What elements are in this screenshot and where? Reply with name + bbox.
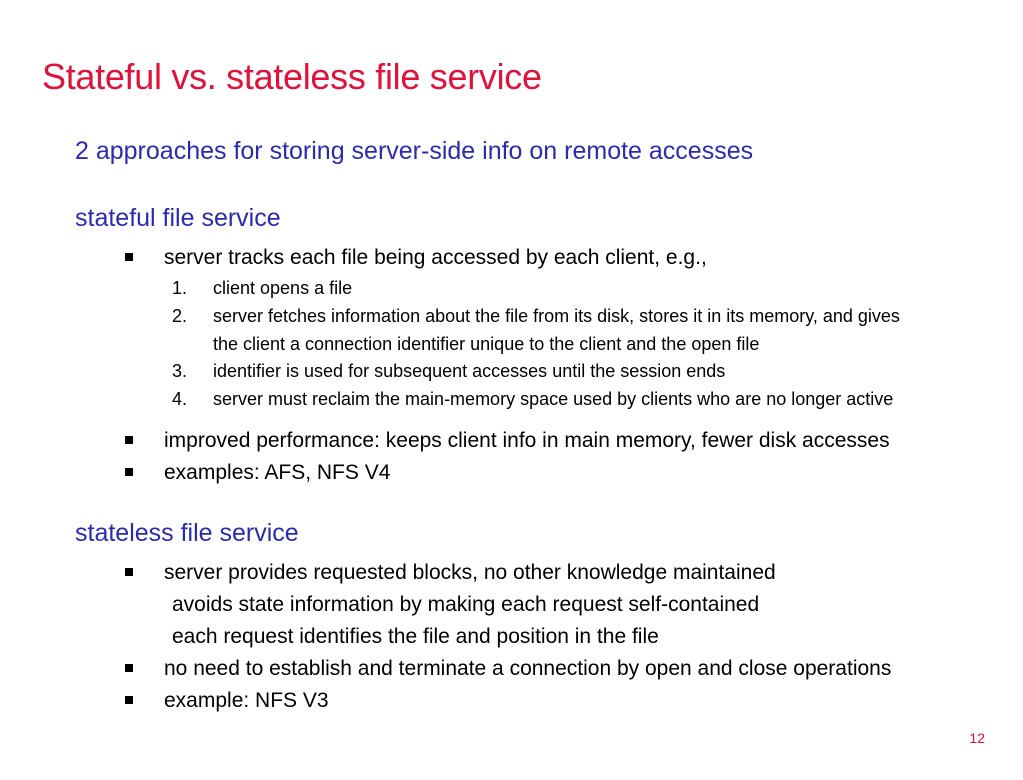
step-item-1 <box>172 278 352 299</box>
square-bullet-icon <box>125 468 133 476</box>
bullet-text: examples: AFS, NFS V4 <box>164 461 391 484</box>
intro-heading: 2 approaches for storing server-side info on remote accesses <box>75 137 754 165</box>
stateless-heading: stateless file service <box>75 519 299 547</box>
step-text: client opens a file <box>213 278 353 298</box>
square-bullet-icon <box>125 568 133 576</box>
stateless-bullet-3 <box>125 689 329 713</box>
bullet-text: example: NFS V3 <box>164 689 329 712</box>
step-item-4 <box>172 389 893 410</box>
step-number: 2. <box>172 306 188 326</box>
page-number: 12 <box>969 730 985 746</box>
stateless-bullet-2 <box>125 657 891 681</box>
step-text: identifier is used for subsequent accesses until the session ends <box>213 361 726 381</box>
square-bullet-icon <box>125 664 133 672</box>
step-number: 3. <box>172 361 188 381</box>
step-number: 4. <box>172 389 188 409</box>
square-bullet-icon <box>125 436 133 444</box>
slide-title: Stateful vs. stateless file service <box>42 56 542 97</box>
bullet-text: server provides requested blocks, no other knowledge maintained <box>164 561 776 584</box>
stateless-sub-line-1: avoids state information by making each request self-contained <box>172 593 760 616</box>
step-text: server fetches information about the file from its disk, stores it in its memory, and gives <box>213 306 900 326</box>
stateful-heading: stateful file service <box>75 204 281 232</box>
stateful-bullet-3 <box>125 461 390 485</box>
stateful-bullet-2 <box>125 429 890 453</box>
step-2-continuation: the client a connection identifier unique to the client and the open file <box>213 334 760 354</box>
square-bullet-icon <box>125 696 133 704</box>
stateless-bullet-1 <box>125 561 776 585</box>
step-number: 1. <box>172 278 188 298</box>
step-text: server must reclaim the main-memory space used by clients who are no longer active <box>213 389 894 409</box>
step-item-3 <box>172 361 725 382</box>
stateful-bullet-1 <box>125 246 707 270</box>
step-item-2 <box>172 306 900 327</box>
bullet-text: improved performance: keeps client info in main memory, fewer disk accesses <box>164 429 890 452</box>
bullet-text: server tracks each file being accessed by each client, e.g., <box>164 246 707 269</box>
stateless-sub-line-2: each request identifies the file and position in the file <box>172 625 659 648</box>
bullet-text: no need to establish and terminate a connection by open and close operations <box>164 657 892 680</box>
square-bullet-icon <box>125 253 133 261</box>
